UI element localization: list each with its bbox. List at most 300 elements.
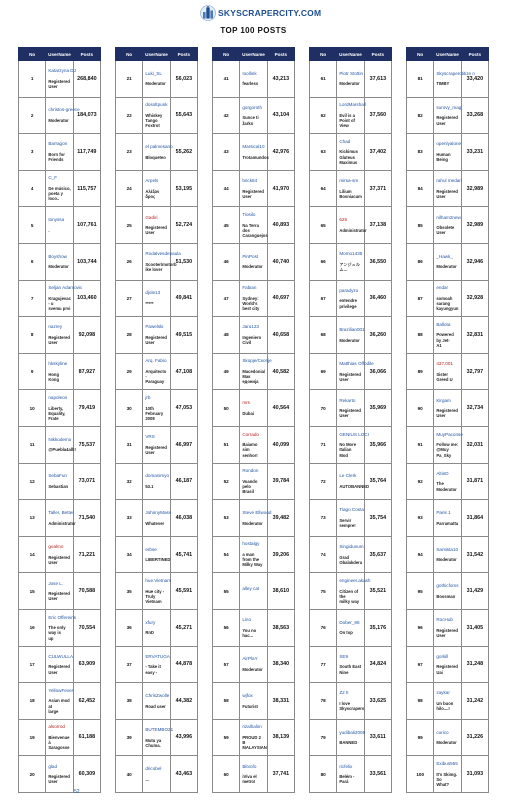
username-link[interactable]: SE9 (339, 653, 349, 659)
user-cell (143, 426, 170, 463)
user-cell (143, 573, 170, 610)
username-link[interactable]: Tiosilo (242, 212, 256, 218)
username-link[interactable]: gothicfoms (436, 583, 459, 589)
post-count: 44,878 (170, 646, 197, 683)
username-link[interactable]: Corrado (242, 431, 259, 437)
table-row (19, 426, 101, 463)
username-link[interactable]: nilham2new (436, 214, 461, 220)
table-row (19, 170, 101, 207)
username-link[interactable]: rahul medan (436, 178, 462, 184)
rank-number: 62 (310, 97, 337, 134)
username-link[interactable]: Boyshow (48, 253, 67, 259)
username-link[interactable]: gorkill (436, 653, 449, 659)
username-link[interactable]: dricobel (145, 766, 162, 772)
post-count: 31,093 (461, 756, 488, 793)
rank-number: 57 (213, 646, 240, 683)
user-title: Moderator (436, 557, 457, 563)
username-link[interactable]: yudibali2008 (339, 729, 366, 735)
user-title: No More Italian Mod (339, 442, 357, 458)
rank-number: 84 (407, 170, 434, 207)
user-title: Registered User (339, 408, 361, 419)
rank-number: 40 (116, 756, 143, 793)
post-count: 47,053 (170, 390, 197, 427)
user-title: Born for Friends (48, 152, 65, 163)
post-count: 70,554 (73, 609, 100, 646)
table-row (310, 609, 392, 646)
username-link[interactable]: Dober_86 (339, 619, 360, 625)
user-title: Bloqueteo (145, 154, 166, 160)
user-title: Scooter/motorb ike lover (145, 261, 177, 273)
post-count: 43,463 (170, 756, 197, 793)
username-link[interactable]: Eric Offereins (48, 614, 77, 620)
header-posts: Posts (461, 48, 488, 61)
username-link[interactable]: GENIUS LOCI (339, 431, 369, 437)
user-cell (143, 500, 170, 537)
rank-number: 76 (310, 609, 337, 646)
post-count: 79,419 (73, 390, 100, 427)
table-row (310, 536, 392, 573)
rank-number: 24 (116, 170, 143, 207)
table-row (407, 243, 489, 280)
post-count: 32,928 (461, 280, 488, 317)
user-title: Registered Uai (436, 664, 458, 675)
page-title: TOP 100 POSTS (220, 26, 287, 35)
table-row (19, 646, 101, 683)
username-link[interactable]: Luki_SL (145, 70, 162, 76)
username-link[interactable]: alley cat (242, 585, 260, 591)
table-row (213, 646, 295, 683)
username-link[interactable]: hue.Vietnam (145, 578, 172, 583)
user-cell (46, 207, 73, 244)
rank-number: 18 (19, 683, 46, 720)
username-link[interactable]: xfury (145, 619, 156, 625)
user-cell (240, 463, 267, 500)
table-row (310, 756, 392, 793)
table-row (19, 317, 101, 354)
table-row (310, 573, 392, 610)
table-row (310, 317, 392, 354)
user-title: Moderator (339, 81, 360, 87)
post-count: 32,831 (461, 317, 488, 354)
rank-number: 47 (213, 280, 240, 317)
table-row (310, 646, 392, 683)
username-link[interactable]: djole13 (145, 290, 161, 296)
username-link[interactable]: dosoltpunk (145, 102, 168, 108)
rank-number: 53 (213, 500, 240, 537)
table-row (116, 170, 198, 207)
table-row (19, 280, 101, 317)
ranking-table (115, 47, 198, 793)
table-row (19, 463, 101, 500)
header-no: No (407, 48, 434, 61)
username-link[interactable]: Santista10 (436, 546, 459, 552)
rank-number: 54 (213, 536, 240, 573)
username-link[interactable]: ERVATUGA (145, 653, 170, 659)
user-cell (240, 170, 267, 207)
user-title: - Take it easy - (145, 664, 161, 675)
user-cell (434, 280, 461, 317)
user-title: Grad Obalakdera (339, 554, 363, 565)
user-title: Registered User (242, 188, 264, 199)
username-link[interactable]: Fabian (242, 285, 257, 291)
user-cell (143, 61, 170, 98)
post-count: 39,482 (267, 500, 294, 537)
rank-number: 81 (407, 61, 434, 98)
table-row (116, 390, 198, 427)
user-title: Human Being (436, 152, 451, 163)
user-title: somoah sarang kayungyun (436, 295, 459, 312)
username-link[interactable]: endar (436, 285, 449, 291)
user-title: TIMBY (436, 81, 450, 87)
user-cell (434, 683, 461, 720)
rank-number: 52 (213, 463, 240, 500)
user-cell (240, 61, 267, 98)
table-row (407, 609, 489, 646)
table-row (19, 61, 101, 98)
post-count: 45,271 (170, 609, 197, 646)
username-link[interactable]: wjfox (242, 692, 253, 698)
user-cell (337, 756, 364, 793)
rank-number: 20 (19, 756, 46, 793)
username-link[interactable]: Momo1435 (339, 251, 363, 257)
username-link[interactable]: Gadiri (145, 214, 158, 220)
rank-number: 7 (19, 280, 46, 317)
post-count: 55,262 (170, 134, 197, 171)
table-row (213, 243, 295, 280)
user-cell (143, 97, 170, 134)
post-count: 70,588 (73, 573, 100, 610)
rank-number: 27 (116, 280, 143, 317)
username-link[interactable]: AirPlaY (242, 656, 258, 662)
username-link[interactable]: Brazilian001 (339, 327, 365, 333)
user-cell (434, 719, 461, 756)
site-logo (200, 5, 321, 21)
table-row (116, 280, 198, 317)
username-link[interactable]: christos-greece (48, 107, 80, 113)
user-title: fearless (242, 81, 259, 87)
user-cell (143, 353, 170, 390)
user-cell (240, 134, 267, 171)
username-link[interactable]: openlyalone (436, 141, 462, 147)
user-title: Moderator (339, 337, 360, 343)
ranking-table (18, 47, 101, 793)
user-cell (143, 609, 170, 646)
table-row (407, 463, 489, 500)
username-link[interactable]: glad (48, 763, 58, 769)
username-link[interactable]: mrs (242, 400, 250, 406)
username-link[interactable]: domanimyo (145, 473, 170, 479)
post-count: 53,195 (170, 170, 197, 207)
user-title: Lilium Bosniacum (339, 188, 362, 199)
user-title: Registered User (48, 774, 70, 785)
user-cell (46, 134, 73, 171)
rank-number: 46 (213, 243, 240, 280)
username-link[interactable]: engineer.akash (339, 578, 371, 583)
table-row (213, 683, 295, 720)
username-link[interactable]: Le Clerk (339, 473, 357, 479)
header-username: UserName (434, 48, 461, 61)
post-count: 268,840 (73, 61, 100, 98)
username-link[interactable]: Rondon (242, 468, 259, 474)
username-link[interactable]: SebaFun (48, 473, 67, 479)
table-row (19, 207, 101, 244)
username-link[interactable]: Bitvofo (242, 763, 257, 769)
user-cell (46, 280, 83, 317)
username-link[interactable]: Taller, Better (48, 510, 74, 516)
post-count: 33,611 (364, 719, 391, 756)
rank-number: 10 (19, 390, 46, 427)
user-title: Registered User (48, 664, 70, 675)
username-link[interactable]: Marsical10 (242, 144, 265, 150)
user-title: ***** (145, 301, 154, 307)
table-row (116, 463, 198, 500)
rank-number: 94 (407, 536, 434, 573)
username-link[interactable]: RocHub (436, 617, 453, 623)
post-count: 38,610 (267, 573, 294, 610)
table-row (407, 756, 489, 793)
user-cell (240, 719, 267, 756)
user-cell (46, 756, 73, 793)
rank-number: 58 (213, 683, 240, 720)
username-link[interactable]: Arpels (145, 178, 159, 184)
post-count: 32,989 (461, 207, 488, 244)
username-link[interactable]: Kirgam (436, 397, 451, 403)
post-count: 41,970 (267, 170, 294, 207)
username-link[interactable]: Singidunum (339, 544, 364, 550)
username-link[interactable]: Ioollink (242, 70, 257, 76)
username-link[interactable]: Nikkodemo (48, 436, 72, 442)
post-count: 32,734 (461, 390, 488, 427)
username-link[interactable]: Barragon (48, 141, 68, 147)
rank-number: 74 (310, 536, 337, 573)
username-link[interactable]: Matthias Offodile (339, 361, 374, 367)
table-row (213, 756, 295, 793)
username-link[interactable]: C_F (48, 175, 58, 181)
username-link[interactable]: JohnnyMass (145, 510, 172, 516)
rank-number: 89 (407, 353, 434, 390)
rank-number: 42 (213, 97, 240, 134)
username-link[interactable]: curico (436, 729, 449, 735)
username-link[interactable]: ChrisZwolle (145, 692, 170, 698)
post-count: 33,420 (461, 61, 488, 98)
user-cell (240, 573, 267, 610)
table-row (116, 207, 198, 244)
username-link[interactable]: Seljan Adamovic (48, 285, 83, 291)
rank-number: 38 (116, 683, 143, 720)
user-cell (143, 280, 170, 317)
user-title: Obsolete User (436, 225, 455, 236)
username-link[interactable]: Pawelski (145, 324, 164, 330)
user-title: Registered User (436, 627, 458, 638)
username-link[interactable]: AltinD (436, 470, 449, 476)
table-row (310, 390, 392, 427)
username-link[interactable]: ricfelix (339, 763, 353, 769)
user-title: Servir sempre! (339, 518, 356, 529)
username-link[interactable]: 437,001 (436, 361, 453, 367)
post-count: 34,824 (364, 646, 391, 683)
user-cell (240, 646, 267, 683)
username-link[interactable]: jrb (145, 395, 151, 401)
user-title: Administrator (48, 520, 76, 526)
user-cell (337, 646, 364, 683)
username-link[interactable]: mirsa-sm (339, 178, 359, 184)
user-title: Moderator (436, 264, 457, 270)
user-cell (240, 353, 272, 390)
table-header-row (116, 48, 198, 61)
username-link[interactable]: Rekarto (339, 397, 356, 403)
username-link[interactable]: erbse (145, 546, 157, 552)
post-count: 38,340 (267, 646, 294, 683)
username-link[interactable]: tonyssa (48, 217, 65, 223)
username-link[interactable]: zaykar (436, 690, 450, 696)
logo-text: SKYSCRAPERCITY.COM (218, 8, 322, 18)
username-link[interactable]: Skopje/Скопје (242, 358, 272, 364)
username-link[interactable]: Steve Ellwood (242, 510, 272, 516)
user-cell (434, 536, 461, 573)
rank-number: 9 (19, 353, 46, 390)
table-row (116, 426, 198, 463)
user-title: Kragujevac - u svemu prvi (48, 295, 71, 312)
username-link[interactable]: CULWULLA (48, 653, 74, 659)
user-title: Moderator (242, 264, 263, 270)
post-count: 45,741 (170, 536, 197, 573)
username-link[interactable]: Jose L. (48, 580, 64, 586)
username-link[interactable]: Rodalvesdepaula (145, 251, 181, 257)
username-link[interactable]: Jaru123 (242, 324, 259, 330)
table-header-row (19, 48, 101, 61)
rank-number: 69 (310, 353, 337, 390)
user-title: Road user (145, 703, 166, 709)
username-link[interactable]: Ballota (436, 321, 451, 327)
post-count: 103,744 (73, 243, 100, 280)
post-count: 33,561 (364, 756, 391, 793)
post-count: 38,139 (267, 719, 294, 756)
user-cell (337, 719, 364, 756)
username-link[interactable]: _Hawk_ (436, 253, 453, 259)
rank-number: 4 (19, 170, 46, 207)
username-link[interactable]: BUTEMBO21 (145, 726, 174, 732)
username-link[interactable]: 625 (339, 217, 347, 223)
user-cell (46, 353, 73, 390)
rank-number: 59 (213, 719, 240, 756)
post-count: 49,841 (170, 280, 197, 317)
username-link[interactable]: Chad (339, 138, 351, 144)
post-count: 32,031 (461, 426, 488, 463)
username-link[interactable]: brick84 (242, 178, 258, 184)
username-link[interactable]: napoleon (48, 395, 68, 401)
user-cell (434, 573, 461, 610)
username-link[interactable]: MuyPaconse (436, 431, 463, 437)
rank-number: 17 (19, 646, 46, 683)
table-row (116, 756, 198, 793)
rank-number: 68 (310, 317, 337, 354)
username-link[interactable]: VRS (145, 434, 155, 440)
username-link[interactable]: goalmo (48, 544, 64, 550)
username-link[interactable]: nazrey (48, 324, 63, 330)
ranking-table (309, 47, 392, 793)
table-row (19, 756, 101, 793)
user-cell (434, 97, 461, 134)
username-link[interactable]: hkskyline (48, 361, 68, 367)
user-cell (434, 463, 461, 500)
username-link[interactable]: Arq. Fabio (145, 358, 167, 364)
table-row (407, 646, 489, 683)
rank-number: 12 (19, 463, 46, 500)
rank-number: 63 (310, 134, 337, 171)
user-title: 53.1 (145, 484, 154, 490)
username-link[interactable]: YellowFever (48, 687, 74, 693)
user-cell (240, 756, 267, 793)
rank-number: 14 (19, 536, 46, 573)
username-link[interactable]: Tiago Costa (339, 507, 364, 513)
post-count: 40,582 (267, 353, 294, 390)
username-link[interactable]: gorgoroth (242, 104, 262, 110)
rank-number: 30 (116, 390, 143, 427)
table-row (116, 61, 198, 98)
table-row (116, 353, 198, 390)
post-count: 31,429 (461, 573, 488, 610)
user-title: Liberty, Equality, Frate (48, 405, 66, 422)
username-link[interactable]: Exibus555 (436, 760, 458, 766)
table-row (213, 97, 295, 134)
table-row (310, 207, 392, 244)
username-link[interactable]: PinPost (242, 253, 259, 259)
username-link[interactable]: el palmesano (145, 144, 173, 150)
user-cell (46, 317, 73, 354)
user-title: iViva el metro! (242, 774, 257, 785)
post-count: 47,108 (170, 353, 197, 390)
header-no: No (213, 48, 240, 61)
user-cell (143, 646, 170, 683)
user-cell (240, 536, 267, 573)
table-row (213, 353, 295, 390)
username-link[interactable]: hostalgy (242, 541, 260, 547)
post-count: 43,104 (267, 97, 294, 134)
username-link[interactable]: LordMarshall (339, 102, 366, 108)
username-link[interactable]: Lino (242, 617, 252, 623)
rank-number: 1 (19, 61, 46, 98)
user-title: Futurist (242, 703, 258, 709)
rank-number: 61 (310, 61, 337, 98)
username-link[interactable]: surovy_mag (436, 104, 462, 110)
username-link[interactable]: Katarzyna DJ (48, 68, 76, 74)
table-row (19, 573, 101, 610)
rank-number: 36 (116, 609, 143, 646)
post-count: 43,996 (170, 719, 197, 756)
table-row (310, 353, 392, 390)
username-link[interactable]: Skyscraperctitize n (436, 70, 475, 76)
username-link[interactable]: Paris 1 (436, 510, 451, 516)
table-row (19, 719, 101, 756)
table-row (310, 134, 392, 171)
user-title: It's Skimg. So What? (436, 771, 458, 787)
username-link[interactable]: Piotr Stottin (339, 70, 364, 76)
username-link[interactable]: alsorrod (48, 724, 65, 730)
user-cell (434, 500, 461, 537)
rank-number: 55 (213, 573, 240, 610)
username-link[interactable]: rizalhalim (242, 724, 262, 730)
user-cell (143, 756, 170, 793)
table-row (310, 243, 392, 280)
username-link[interactable]: Z2 II (339, 690, 349, 696)
user-cell (337, 609, 364, 646)
user-title: Registered User (145, 225, 167, 236)
user-cell (337, 97, 364, 134)
user-title: Registered User (339, 371, 361, 382)
user-cell (143, 463, 170, 500)
user-title: Macedonia/Мак едонија (242, 369, 266, 385)
username-link[interactable]: paradyzo (339, 287, 359, 293)
